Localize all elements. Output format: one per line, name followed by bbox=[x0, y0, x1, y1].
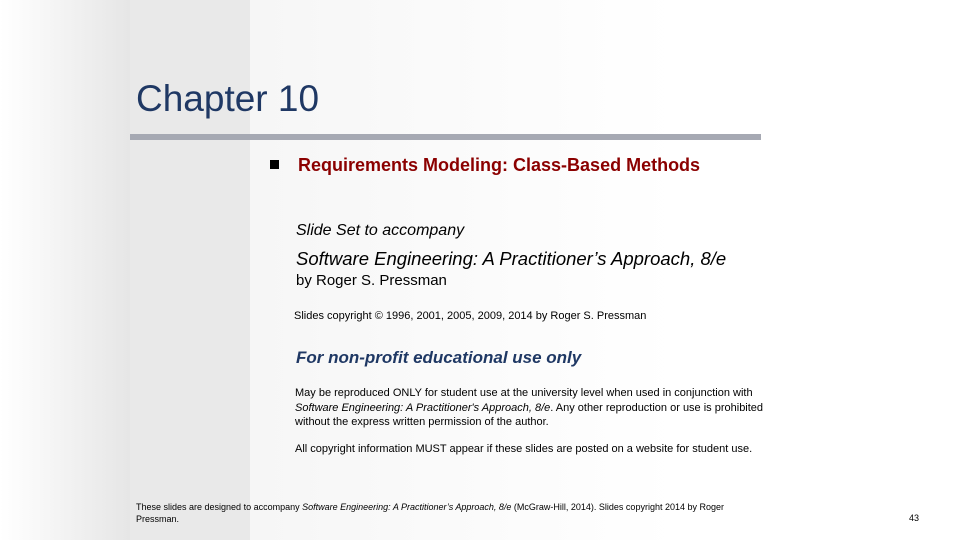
page-number: 43 bbox=[909, 513, 920, 523]
footer-book-title: Software Engineering: A Practitioner’s Approach, 8/e bbox=[302, 502, 512, 512]
footer-note bbox=[136, 501, 736, 525]
background-inner-panel bbox=[250, 0, 960, 540]
copyright-requirement: All copyright information MUST appear if these slides are posted on a website for student use. bbox=[295, 443, 753, 455]
slide-set-text: Slide Set to accompany bbox=[296, 222, 465, 239]
permission-paragraph bbox=[295, 386, 795, 430]
background-left-gradient bbox=[0, 0, 130, 540]
permission-text-1: May be reproduced ONLY for student use at the university level when used in conjunction with bbox=[295, 387, 753, 399]
permission-book-title: Software Engineering: A Practitioner's Approach, 8/e bbox=[295, 401, 551, 414]
slide-title: Chapter 10 bbox=[136, 78, 320, 119]
author-line: by Roger S. Pressman bbox=[296, 272, 447, 289]
title-underline-rule bbox=[130, 134, 761, 140]
copyright-line: Slides copyright © 1996, 2001, 2005, 2009, 2014 by Roger S. Pressman bbox=[294, 310, 647, 322]
permission-text-2: . Any other reproduction or use is prohibited without the express written permission of the author. bbox=[295, 401, 764, 428]
square-bullet-icon bbox=[270, 160, 279, 169]
book-title: Software Engineering: A Practitioner’s Approach, 8/e bbox=[296, 248, 727, 269]
slide-subtitle: Requirements Modeling: Class-Based Methods bbox=[298, 155, 701, 175]
footer-text-1: These slides are designed to accompany bbox=[136, 502, 303, 512]
nonprofit-notice: For non-profit educational use only bbox=[296, 348, 582, 367]
footer-text-2: (McGraw-Hill, 2014). Slides copyright 2014 by Roger Pressman. bbox=[136, 502, 724, 524]
